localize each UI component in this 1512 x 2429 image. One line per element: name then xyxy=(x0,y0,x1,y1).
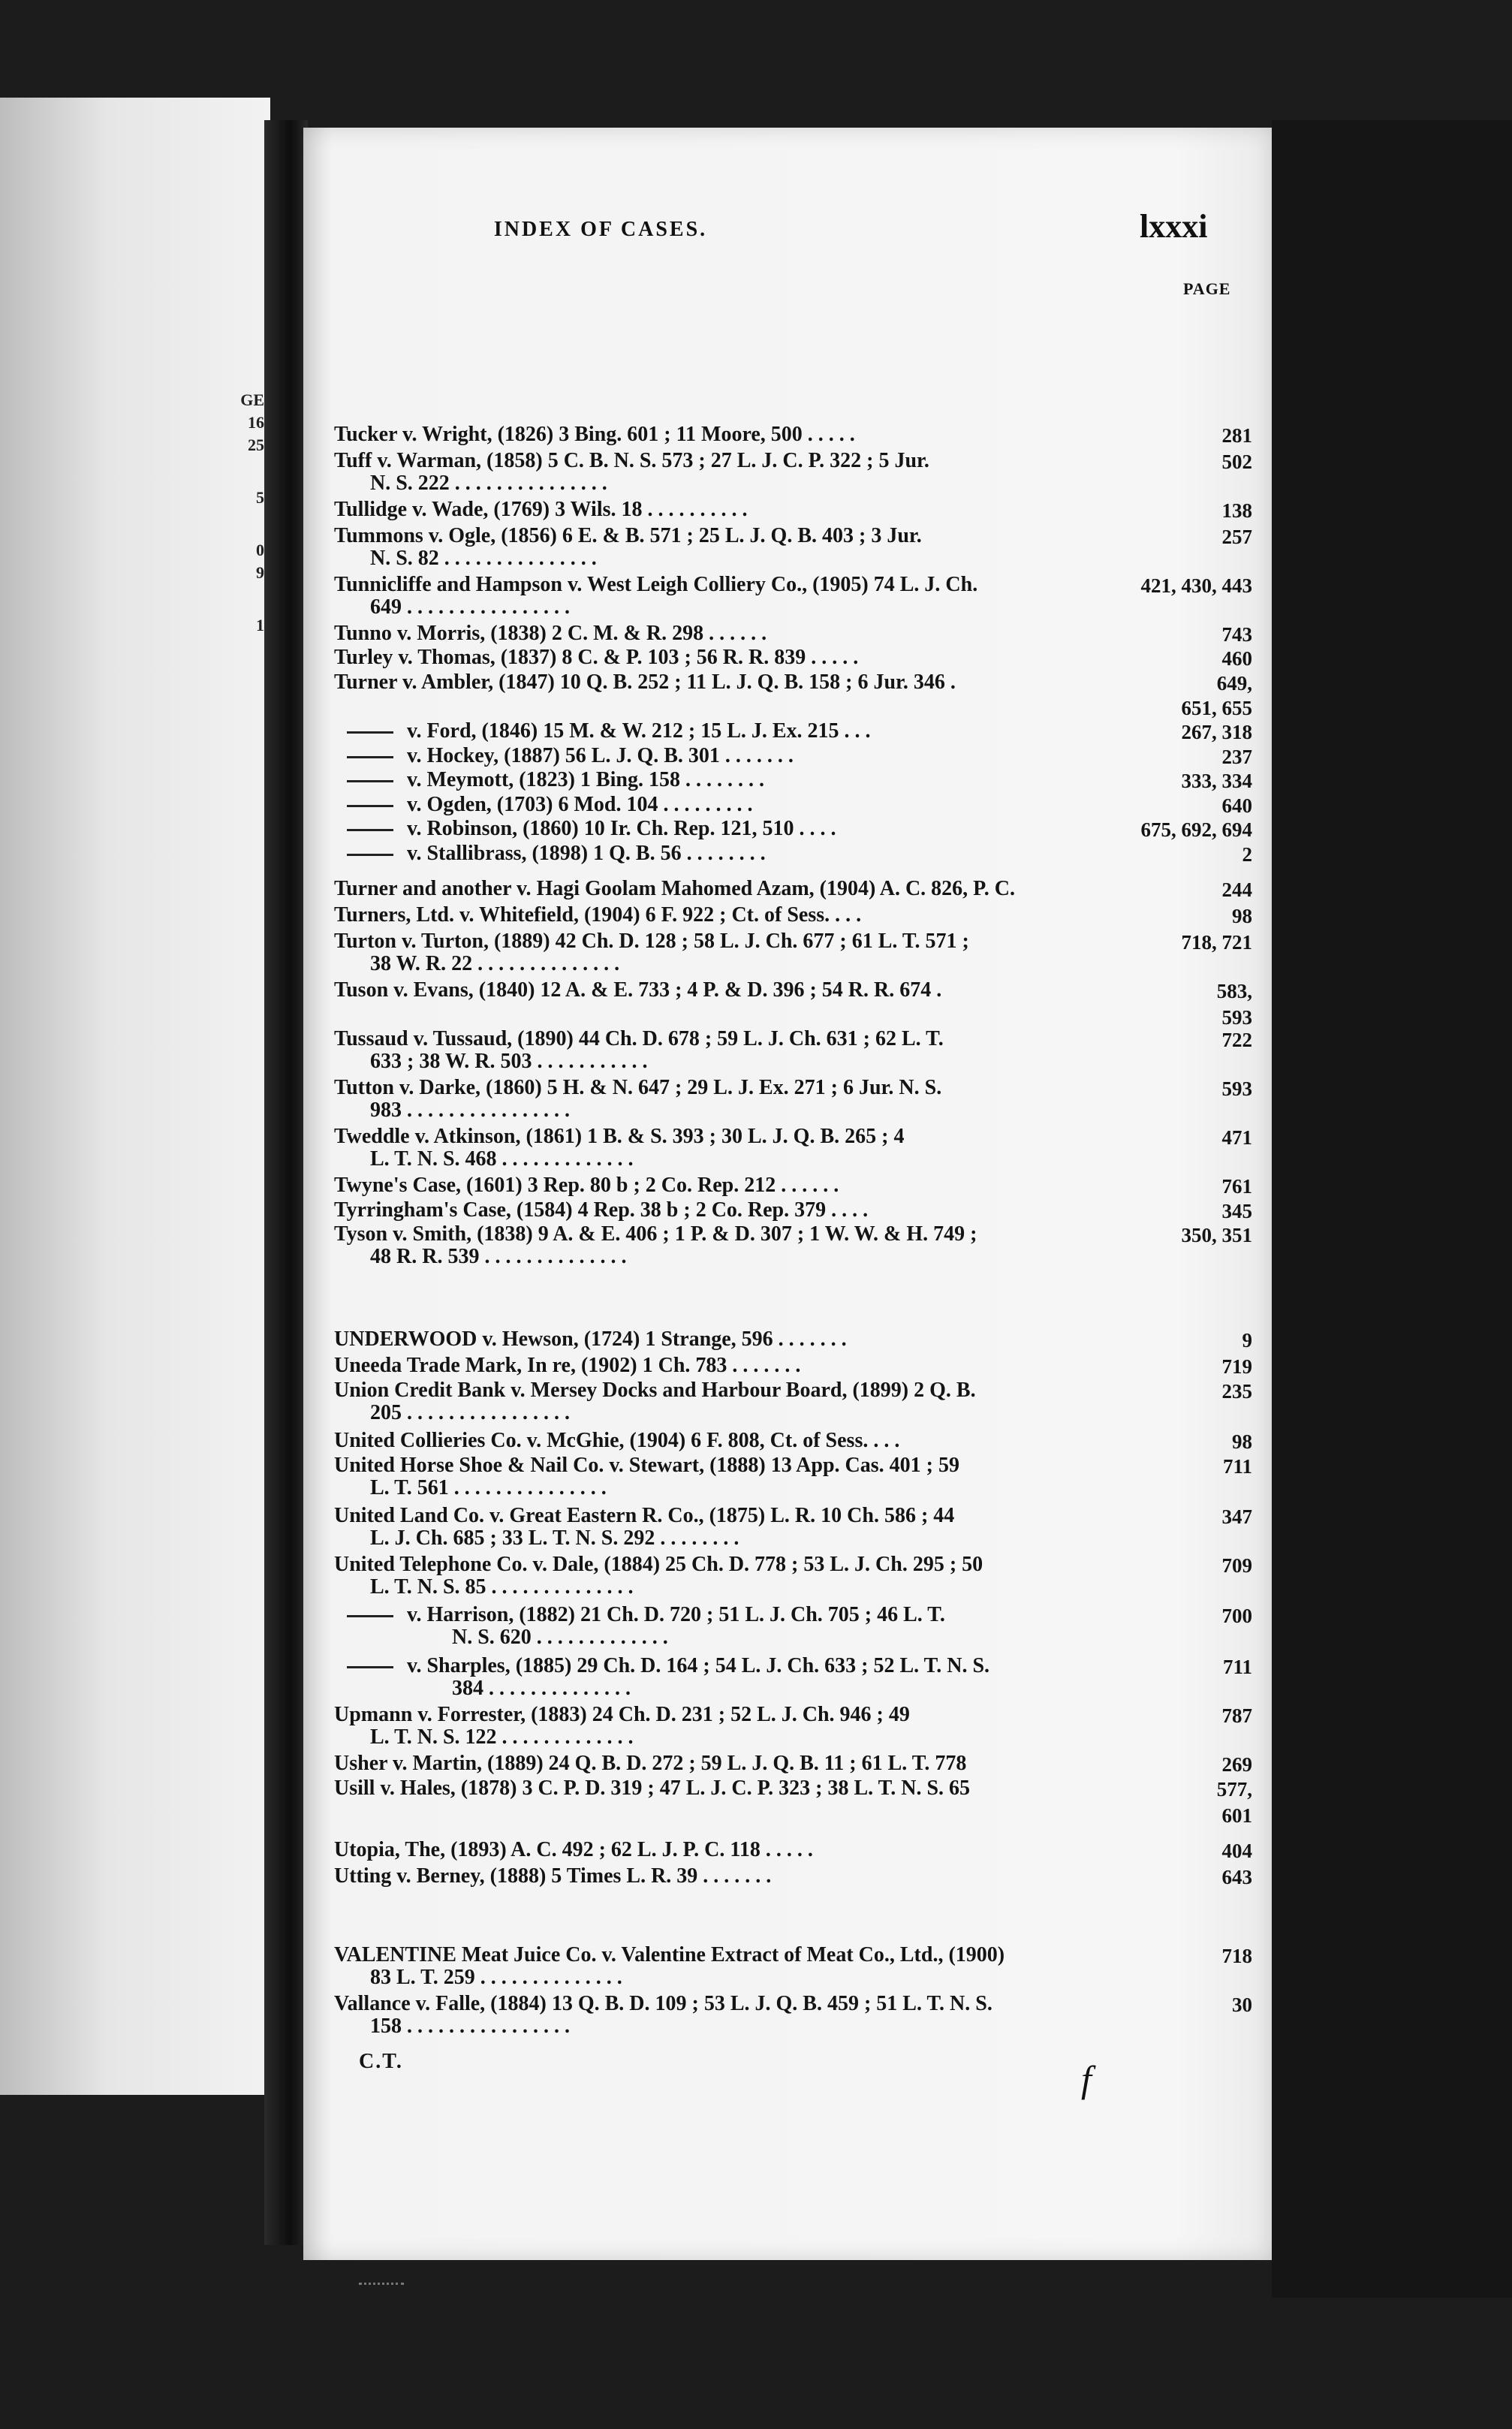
entry-page-ref: 700 xyxy=(1221,1605,1252,1627)
entry-page-ref: 719 xyxy=(1221,1355,1252,1378)
entry-page-ref: 651, 655 xyxy=(1181,697,1252,719)
entry-page-ref: 235 xyxy=(1221,1380,1252,1403)
facing-page-fragment-5: 9 xyxy=(256,563,264,582)
entry-citation-text: Turners, Ltd. v. Whitefield, (1904) 6 F. 922 ; Ct. of Sess. . . . xyxy=(334,903,862,927)
index-entry xyxy=(334,980,941,1001)
entry-citation-continued: L. J. Ch. 685 ; 33 L. T. N. S. 292 . . . . . . . . xyxy=(370,1526,739,1550)
index-entry xyxy=(334,1175,839,1196)
entry-citation-text: Turner v. Ambler, (1847) 10 Q. B. 252 ; 11 L. J. Q. B. 158 ; 6 Jur. 346 . xyxy=(334,671,956,694)
entry-citation-text: Tuson v. Evans, (1840) 12 A. & E. 733 ; 4 P. & D. 396 ; 54 R. R. 674 . xyxy=(334,978,942,1002)
index-entry xyxy=(334,1224,977,1267)
entry-citation-text: v. Meymott, (1823) 1 Bing. 158 . . . . . . . . xyxy=(407,768,764,791)
index-entry xyxy=(334,905,861,926)
index-entry xyxy=(334,574,977,618)
entry-page-ref: 269 xyxy=(1221,1753,1252,1776)
index-entry xyxy=(347,1605,945,1648)
entry-citation-text: Tussaud v. Tussaud, (1890) 44 Ch. D. 678 ; 59 L. J. Ch. 631 ; 62 L. T. xyxy=(334,1027,944,1050)
entry-page-ref: 593 xyxy=(1221,1006,1252,1029)
book-spine-shadow xyxy=(264,120,308,2245)
index-entry xyxy=(334,1126,904,1170)
entry-page-ref: 2 xyxy=(1242,843,1252,866)
index-entry xyxy=(347,746,794,767)
index-entry xyxy=(334,424,855,445)
index-entry xyxy=(334,1077,941,1121)
entry-page-ref: 404 xyxy=(1221,1840,1252,1862)
entry-page-ref: 237 xyxy=(1221,746,1252,768)
entry-citation xyxy=(334,1778,970,1799)
index-entry xyxy=(347,794,752,815)
entry-citation-text: Tucker v. Wright, (1826) 3 Bing. 601 ; 11 Moore, 500 . . . . . xyxy=(334,423,855,446)
index-entry xyxy=(347,770,764,791)
facing-page-fragment-4: 0 xyxy=(256,541,264,559)
ditto-dash xyxy=(347,805,393,807)
index-entry xyxy=(334,1866,771,1887)
entry-page-ref: 267, 318 xyxy=(1181,721,1252,743)
entry-citation-text: Tunnicliffe and Hampson v. West Leigh Colliery Co., (1905) 74 L. J. Ch. xyxy=(334,573,978,596)
entry-page-ref: 257 xyxy=(1221,526,1252,548)
entry-citation xyxy=(334,931,969,952)
ditto-dash xyxy=(347,756,393,758)
entry-citation xyxy=(347,1605,945,1626)
index-entry xyxy=(347,843,766,864)
facing-page-fragment-6: 1 xyxy=(256,616,264,634)
index-entry xyxy=(334,1029,944,1072)
entry-citation-continued: 38 W. R. 22 . . . . . . . . . . . . . . xyxy=(370,952,620,975)
entry-citation xyxy=(347,721,871,742)
entry-citation-text: Utting v. Berney, (1888) 5 Times L. R. 39 . . . . . . . xyxy=(334,1864,772,1888)
signature-mark: C.T. xyxy=(359,2050,403,2073)
entry-citation-continued: L. T. 561 . . . . . . . . . . . . . . . xyxy=(370,1476,607,1499)
entry-citation-continued: N. S. 222 . . . . . . . . . . . . . . . xyxy=(370,472,607,495)
entry-page-ref: 640 xyxy=(1221,794,1252,817)
entry-citation xyxy=(334,623,767,644)
entry-citation-text: v. Harrison, (1882) 21 Ch. D. 720 ; 51 L. J. Ch. 705 ; 46 L. T. xyxy=(407,1603,945,1626)
entry-citation-text: Turley v. Thomas, (1837) 8 C. & P. 103 ; 56 R. R. 839 . . . . . xyxy=(334,646,859,669)
entry-citation-continued: 983 . . . . . . . . . . . . . . . . xyxy=(370,1098,570,1122)
index-entry xyxy=(334,1994,992,2037)
entry-citation-text: v. Ford, (1846) 15 M. & W. 212 ; 15 L. J. Ex. 215 . . . xyxy=(407,719,871,743)
entry-page-ref: 649, xyxy=(1216,672,1252,695)
entry-page-ref: 502 xyxy=(1221,451,1252,473)
entry-citation xyxy=(334,526,922,547)
entry-citation xyxy=(334,905,861,926)
entry-citation-continued: 83 L. T. 259 . . . . . . . . . . . . . . xyxy=(370,1966,622,1989)
index-entry xyxy=(334,1945,1004,1988)
entry-citation xyxy=(334,574,977,595)
entry-page-ref: 347 xyxy=(1221,1505,1252,1528)
entry-page-ref: 583, xyxy=(1216,980,1252,1002)
entry-citation-text: Turner and another v. Hagi Goolam Mahomed Azam, (1904) A. C. 826, P. C. xyxy=(334,877,1015,900)
entry-citation-text: Tyrringham's Case, (1584) 4 Rep. 38 b ; 2 Co. Rep. 379 . . . . xyxy=(334,1198,869,1222)
page-title: INDEX OF CASES. xyxy=(493,218,708,241)
entry-citation-continued: N. S. 620 . . . . . . . . . . . . . xyxy=(452,1626,668,1649)
entry-citation xyxy=(347,1656,989,1677)
facing-page xyxy=(0,98,270,2095)
entry-citation xyxy=(334,878,1015,900)
entry-citation-continued: 205 . . . . . . . . . . . . . . . . xyxy=(370,1401,570,1424)
entry-citation xyxy=(334,1753,966,1774)
entry-citation-text: Tuff v. Warman, (1858) 5 C. B. N. S. 573 ; 27 L. J. C. P. 322 ; 5 Jur. xyxy=(334,449,929,472)
entry-citation-text: Upmann v. Forrester, (1883) 24 Ch. D. 231 ; 52 L. J. Ch. 946 ; 49 xyxy=(334,1703,910,1726)
entry-citation xyxy=(334,1455,959,1476)
index-entry xyxy=(334,1355,800,1376)
entry-citation xyxy=(334,1355,800,1376)
ditto-dash xyxy=(347,854,393,856)
entry-citation-continued: 649 . . . . . . . . . . . . . . . . xyxy=(370,595,570,619)
ditto-dash xyxy=(347,731,393,734)
entry-citation-text: United Collieries Co. v. McGhie, (1904) 6 F. 808, Ct. of Sess. . . . xyxy=(334,1429,900,1452)
entry-citation-continued: L. T. N. S. 468 . . . . . . . . . . . . . xyxy=(370,1147,634,1171)
index-entry xyxy=(334,623,767,644)
entry-page-ref: 244 xyxy=(1221,878,1252,901)
entry-page-ref: 471 xyxy=(1221,1126,1252,1149)
index-entry xyxy=(334,672,956,693)
entry-citation-text: Usill v. Hales, (1878) 3 C. P. D. 319 ; 47 L. J. C. P. 323 ; 38 L. T. N. S. 65 xyxy=(334,1777,971,1800)
index-entry xyxy=(334,1200,868,1221)
entry-page-ref: 787 xyxy=(1221,1704,1252,1727)
facing-page-fragment-3: 5 xyxy=(256,488,264,507)
entry-citation xyxy=(347,770,764,791)
entry-page-ref: 421, 430, 443 xyxy=(1140,574,1252,597)
entry-page-ref: 743 xyxy=(1221,623,1252,646)
entry-page-ref: 643 xyxy=(1221,1866,1252,1888)
index-entry xyxy=(334,647,858,668)
entry-page-ref: 711 xyxy=(1222,1656,1252,1678)
entry-citation-text: v. Stallibrass, (1898) 1 Q. B. 56 . . . . . . . . xyxy=(407,842,766,865)
entry-citation-text: Tunno v. Morris, (1838) 2 C. M. & R. 298 . . . . . . xyxy=(334,622,767,645)
entry-citation xyxy=(334,424,855,445)
entry-citation-continued: 48 R. R. 539 . . . . . . . . . . . . . . xyxy=(370,1245,627,1268)
entry-page-ref: 333, 334 xyxy=(1181,770,1252,792)
entry-citation-text: v. Robinson, (1860) 10 Ir. Ch. Rep. 121, 510 . . . . xyxy=(407,817,836,840)
entry-citation xyxy=(334,1329,847,1350)
facing-page-fragment-0: GE xyxy=(240,390,264,409)
ditto-dash xyxy=(347,780,393,782)
entry-page-ref: 711 xyxy=(1222,1455,1252,1478)
entry-citation-text: Twyne's Case, (1601) 3 Rep. 80 b ; 2 Co. Rep. 212 . . . . . . xyxy=(334,1174,839,1197)
entry-citation xyxy=(334,1175,839,1196)
entry-citation-text: Tutton v. Darke, (1860) 5 H. & N. 647 ; 29 L. J. Ex. 271 ; 6 Jur. N. S. xyxy=(334,1076,942,1099)
entry-citation xyxy=(334,1224,977,1245)
entry-citation xyxy=(334,1077,941,1098)
scan-background xyxy=(1272,120,1512,2298)
entry-citation xyxy=(334,1704,910,1725)
entry-citation xyxy=(334,1430,899,1451)
index-entry xyxy=(334,1329,847,1350)
entry-page-ref: 718 xyxy=(1221,1945,1252,1967)
entry-citation xyxy=(334,1200,868,1221)
entry-page-ref: 577, xyxy=(1216,1778,1252,1801)
ditto-dash xyxy=(347,829,393,831)
entry-citation-continued: 633 ; 38 W. R. 503 . . . . . . . . . . . xyxy=(370,1050,648,1073)
entry-citation xyxy=(347,843,766,864)
index-entry xyxy=(347,721,871,742)
entry-citation xyxy=(334,1554,983,1575)
entry-citation xyxy=(347,818,836,839)
index-entry xyxy=(334,1430,899,1451)
entry-citation-continued: N. S. 82 . . . . . . . . . . . . . . . xyxy=(370,547,597,570)
entry-citation-text: Tyson v. Smith, (1838) 9 A. & E. 406 ; 1 P. & D. 307 ; 1 W. W. & H. 749 ; xyxy=(334,1222,977,1246)
entry-citation-continued: L. T. N. S. 122 . . . . . . . . . . . . . xyxy=(370,1725,634,1749)
index-entry xyxy=(334,1554,983,1598)
index-entry xyxy=(334,1455,959,1499)
entry-page-ref: 138 xyxy=(1221,499,1252,522)
signature-letter: f xyxy=(1081,2058,1092,2100)
entry-citation-text: United Horse Shoe & Nail Co. v. Stewart, (1888) 13 App. Cas. 401 ; 59 xyxy=(334,1454,959,1477)
entry-citation xyxy=(334,499,748,520)
entry-page-ref: 345 xyxy=(1221,1200,1252,1222)
entry-page-ref: 98 xyxy=(1232,1430,1252,1453)
entry-citation xyxy=(334,1994,992,2015)
index-entry xyxy=(334,526,922,569)
entry-citation-text: Vallance v. Falle, (1884) 13 Q. B. D. 109 ; 53 L. J. Q. B. 459 ; 51 L. T. N. S. xyxy=(334,1992,992,2015)
index-entry xyxy=(334,1505,954,1549)
entry-citation-text: Tummons v. Ogle, (1856) 6 E. & B. 571 ; 25 L. J. Q. B. 403 ; 3 Jur. xyxy=(334,524,922,547)
entry-citation xyxy=(334,672,956,693)
entry-citation-text: United Land Co. v. Great Eastern R. Co., (1875) L. R. 10 Ch. 586 ; 44 xyxy=(334,1504,955,1527)
index-entry xyxy=(334,878,1015,900)
index-entry xyxy=(334,499,748,520)
entry-citation-text: Tullidge v. Wade, (1769) 3 Wils. 18 . . . . . . . . . . xyxy=(334,498,748,521)
index-entry xyxy=(334,451,929,494)
entry-page-ref: 460 xyxy=(1221,647,1252,670)
index-entry xyxy=(334,1753,966,1774)
entry-citation-continued: L. T. N. S. 85 . . . . . . . . . . . . . . xyxy=(370,1575,634,1599)
entry-citation xyxy=(334,1866,771,1887)
index-entry xyxy=(334,1380,976,1424)
entry-citation-text: v. Hockey, (1887) 56 L. J. Q. B. 301 . . . . . . . xyxy=(407,744,794,767)
index-entry xyxy=(334,1840,813,1861)
index-entry xyxy=(347,1656,989,1699)
index-entry xyxy=(347,818,836,839)
ditto-dash xyxy=(347,1615,393,1617)
index-entry xyxy=(334,1778,970,1799)
entry-page-ref: 761 xyxy=(1221,1175,1252,1198)
scan-artifact xyxy=(359,2283,404,2285)
entry-citation-text: UNDERWOOD v. Hewson, (1724) 1 Strange, 596 . . . . . . . xyxy=(334,1328,847,1351)
entry-citation-text: v. Ogden, (1703) 6 Mod. 104 . . . . . . . . . xyxy=(407,793,753,816)
entry-citation xyxy=(334,1029,944,1050)
entry-citation-text: Turton v. Turton, (1889) 42 Ch. D. 128 ; 58 L. J. Ch. 677 ; 61 L. T. 571 ; xyxy=(334,930,969,953)
entry-citation xyxy=(334,980,941,1001)
entry-citation xyxy=(347,746,794,767)
entry-page-ref: 593 xyxy=(1221,1077,1252,1100)
entry-citation-text: Usher v. Martin, (1889) 24 Q. B. D. 272 ; 59 L. J. Q. B. 11 ; 61 L. T. 778 xyxy=(334,1752,967,1775)
page-column-header: PAGE xyxy=(1183,279,1231,298)
entry-citation xyxy=(334,1126,904,1147)
entry-page-ref: 675, 692, 694 xyxy=(1140,818,1252,841)
entry-page-ref: 601 xyxy=(1221,1804,1252,1827)
index-entry xyxy=(334,931,969,975)
entry-citation-text: Tweddle v. Atkinson, (1861) 1 B. & S. 393 ; 30 L. J. Q. B. 265 ; 4 xyxy=(334,1125,905,1148)
entry-citation xyxy=(334,1505,954,1526)
facing-page-fragment-1: 16 xyxy=(248,413,264,432)
entry-page-ref: 98 xyxy=(1232,905,1252,927)
entry-citation xyxy=(334,647,858,668)
page-number: lxxxi xyxy=(1140,208,1208,245)
entry-citation-text: Utopia, The, (1893) A. C. 492 ; 62 L. J. P. C. 118 . . . . . xyxy=(334,1838,813,1861)
entry-citation-text: Uneeda Trade Mark, In re, (1902) 1 Ch. 783 . . . . . . . xyxy=(334,1354,801,1377)
entry-page-ref: 722 xyxy=(1221,1029,1252,1051)
entry-citation-text: v. Sharples, (1885) 29 Ch. D. 164 ; 54 L. J. Ch. 633 ; 52 L. T. N. S. xyxy=(407,1654,990,1677)
entry-citation-text: United Telephone Co. v. Dale, (1884) 25 Ch. D. 778 ; 53 L. J. Ch. 295 ; 50 xyxy=(334,1553,983,1576)
entry-citation xyxy=(334,1945,1004,1966)
entry-citation-continued: 158 . . . . . . . . . . . . . . . . xyxy=(370,2015,570,2038)
entry-page-ref: 30 xyxy=(1232,1994,1252,2016)
entry-citation xyxy=(347,794,752,815)
facing-page-fragment-2: 25 xyxy=(248,435,264,454)
entry-page-ref: 718, 721 xyxy=(1181,931,1252,954)
entry-page-ref: 281 xyxy=(1221,424,1252,447)
entry-citation xyxy=(334,451,929,472)
ditto-dash xyxy=(347,1666,393,1668)
entry-citation-text: VALENTINE Meat Juice Co. v. Valentine Extract of Meat Co., Ltd., (1900) xyxy=(334,1943,1005,1966)
entry-citation-continued: 384 . . . . . . . . . . . . . . xyxy=(452,1677,631,1700)
entry-citation xyxy=(334,1380,976,1401)
entry-citation xyxy=(334,1840,813,1861)
entry-page-ref: 350, 351 xyxy=(1181,1224,1252,1246)
entry-citation-text: Union Credit Bank v. Mersey Docks and Harbour Board, (1899) 2 Q. B. xyxy=(334,1379,976,1402)
entry-page-ref: 709 xyxy=(1221,1554,1252,1577)
index-entry xyxy=(334,1704,910,1748)
entry-page-ref: 9 xyxy=(1242,1329,1252,1352)
